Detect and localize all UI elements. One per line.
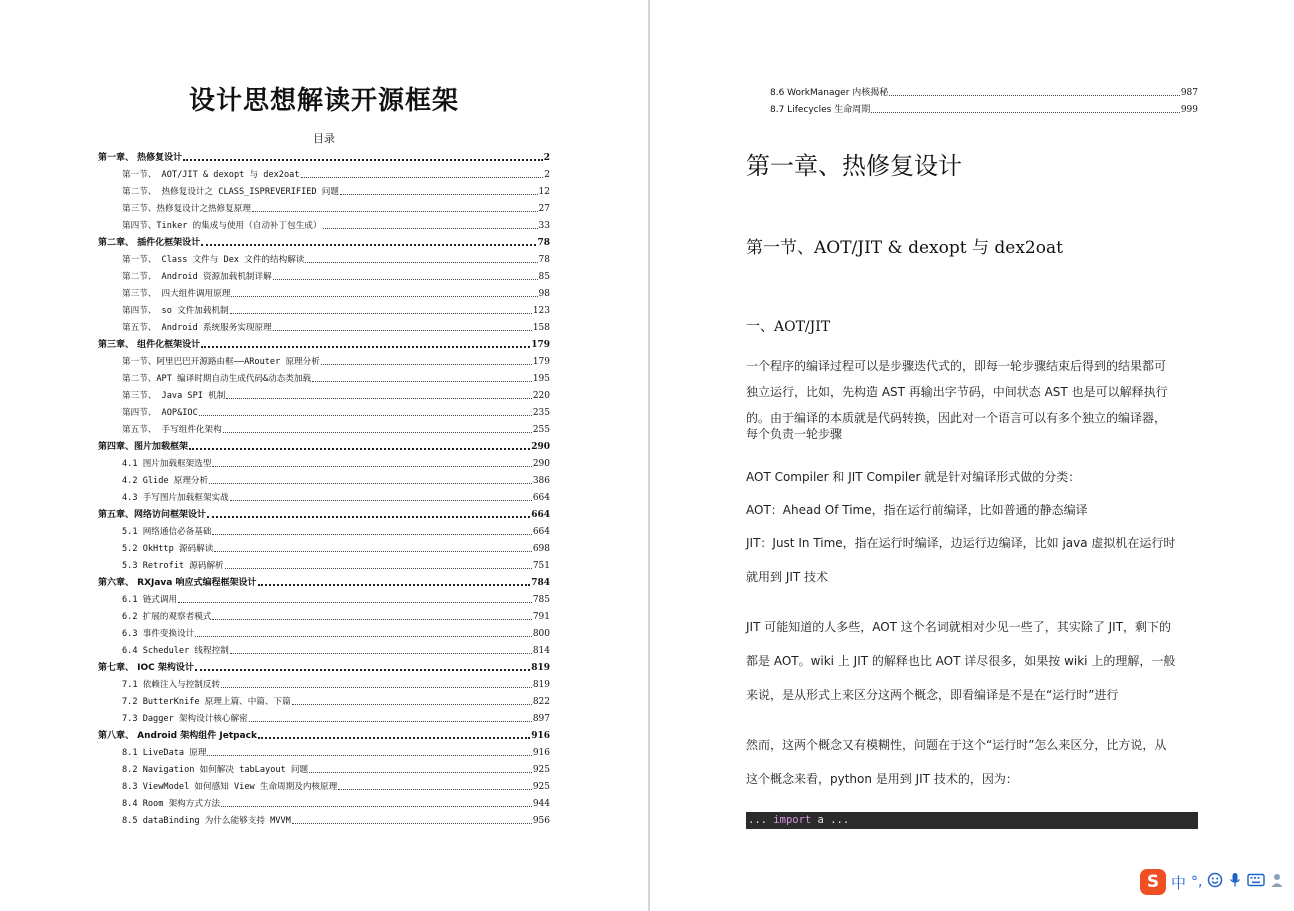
toc-entry-title: 第五节、 手写组件化架构 [122, 425, 222, 435]
toc-entry-page: 999 [1180, 105, 1198, 115]
toc-section-entry[interactable] [770, 99, 1198, 116]
toc-entry-page: 179 [532, 357, 550, 367]
toc-dot-leader [305, 262, 537, 263]
toc-section-entry[interactable] [98, 402, 550, 419]
toc-entry-page: 664 [532, 527, 550, 537]
toc-entry-page: 179 [531, 340, 550, 350]
ime-punctuation-toggle[interactable]: °, [1191, 874, 1203, 890]
toc-entry-title: 5.2 OkHttp 源码解读 [122, 544, 214, 554]
toc-entry-title: 7.1 依赖注入与控制反转 [122, 680, 221, 690]
paragraph-line: 这个概念来看，python 是用到 JIT 技术的，因为： [746, 772, 1018, 786]
subsection-title: 一、AOT/JIT [746, 319, 831, 335]
toc-dot-leader [195, 636, 532, 637]
toc-section-entry[interactable] [98, 691, 550, 708]
toc-section-entry[interactable] [98, 606, 550, 623]
toc-dot-leader [258, 584, 531, 586]
toc-dot-leader [207, 755, 531, 756]
toc-dot-leader [221, 806, 532, 807]
toc-section-entry[interactable] [98, 640, 550, 657]
toc-entry-title: 4.2 Glide 原理分析 [122, 476, 209, 486]
toc-entry-page: 290 [531, 442, 550, 452]
toc-entry-title: 6.1 链式调用 [122, 595, 178, 605]
toc-dot-leader [183, 159, 543, 161]
toc-entry-title: 8.1 LiveData 原理 [122, 748, 207, 758]
toc-entry-title: 7.3 Dagger 架构设计核心解密 [122, 714, 248, 724]
toc-entry-title: 8.6 WorkManager 内核揭秘 [770, 88, 889, 98]
toc-section-entry[interactable] [98, 317, 550, 334]
sogou-logo-icon[interactable]: S [1140, 869, 1166, 895]
toc-section-entry[interactable] [98, 249, 550, 266]
toc-entry-title: 6.2 扩展的观察者模式 [122, 612, 212, 622]
toc-dot-leader [212, 466, 531, 467]
paragraph-line: 的。由于编译的本质就是代码转换，因此对一个语言可以有多个独立的编译器， [746, 411, 1167, 425]
toc-entry-page: 386 [532, 476, 550, 486]
toc-entry-title: 5.1 网络通信必备基础 [122, 527, 212, 537]
toc-dot-leader [201, 244, 536, 246]
toc-dot-leader [223, 432, 532, 433]
toc-entry-page: 78 [537, 238, 550, 248]
paragraph-line: JIT 可能知道的人多些，AOT 这个名词就相对少见一些了，其实除了 JIT，剩下的 [746, 620, 1172, 634]
toc-section-entry[interactable] [98, 453, 550, 470]
toc-entry-page: 956 [532, 816, 550, 826]
paragraph-aot-jit-classify [746, 464, 1200, 490]
toc-dot-leader [207, 516, 530, 518]
toc-entry-title: 第六章、 RXJava 响应式编程框架设计 [98, 578, 257, 588]
ime-language-toggle[interactable]: 中 [1171, 873, 1187, 892]
toc-chapter-entry[interactable] [98, 504, 550, 521]
toc-entry-page: 235 [532, 408, 550, 418]
section-title: 第一节、AOT/JIT & dexopt 与 dex2oat [746, 238, 1063, 258]
toc-entry-page: 33 [538, 221, 550, 231]
toc-entry-title: 第五章、网络访问框架设计 [98, 510, 207, 520]
document-title: 设计思想解读开源框架 [188, 86, 459, 116]
toc-entry-title: 第七章、 IOC 架构设计 [98, 663, 194, 673]
toc-entry-page: 255 [532, 425, 550, 435]
toc-entry-title: 第四节、Tinker 的集成与使用（自动补丁包生成） [122, 221, 322, 231]
toc-dot-leader [209, 483, 532, 484]
paragraph-line: 一个程序的编译过程可以是步骤迭代式的，即每一轮步骤结束后得到的结果都可 [746, 359, 1167, 373]
toc-dot-leader [231, 296, 537, 297]
toc-entry-page: 785 [532, 595, 550, 605]
paragraph-jit-definition [746, 526, 1200, 594]
toc-entry-page: 819 [532, 680, 550, 690]
paragraph-jit-aot-compare [746, 610, 1200, 712]
toc-chapter-entry[interactable] [98, 572, 550, 589]
toc-dot-leader [199, 415, 532, 416]
table-of-contents [98, 147, 550, 827]
toc-entry-title: 第一章、 热修复设计 [98, 153, 183, 163]
toc-entry-title: 第二节、 Android 资源加载机制详解 [122, 272, 272, 282]
toc-dot-leader [230, 500, 532, 501]
code-block [746, 812, 1198, 829]
toc-dot-leader [225, 568, 532, 569]
paragraph-runtime-ambiguity [746, 728, 1200, 796]
toc-entry-title: 5.3 Retrofit 源码解析 [122, 561, 224, 571]
toc-entry-title: 6.3 事件变换设计 [122, 629, 195, 639]
toc-section-entry[interactable] [98, 487, 550, 504]
toc-dot-leader [338, 789, 532, 790]
toc-entry-title: 第三节、 Java SPI 机制 [122, 391, 226, 401]
toc-dot-leader [212, 619, 531, 620]
toc-dot-leader [321, 364, 532, 365]
code-text: a ... [811, 814, 850, 826]
toc-heading: 目录 [313, 132, 335, 145]
toc-entry-page: 290 [532, 459, 550, 469]
toc-section-entry[interactable] [98, 215, 550, 232]
code-text: ... [748, 814, 774, 826]
toc-entry-title: 第四章、图片加载框架 [98, 442, 189, 452]
toc-dot-leader [226, 398, 532, 399]
toc-entry-title: 8.3 ViewModel 如何感知 View 生命周期及内核原理 [122, 782, 338, 792]
ime-toolbar[interactable] [1140, 868, 1294, 896]
toc-entry-page: 800 [532, 629, 550, 639]
toc-entry-title: 第四节、 AOP&IOC [122, 408, 198, 418]
toc-entry-title: 第三节、 四大组件调用原理 [122, 289, 231, 299]
toc-entry-page: 2 [543, 153, 550, 163]
toc-entry-page: 822 [532, 697, 550, 707]
paragraph-line: AOT：Ahead Of Time，指在运行前编译，比如普通的静态编译 [746, 503, 1088, 517]
toc-chapter-entry[interactable] [98, 232, 550, 249]
toc-entry-page: 220 [532, 391, 550, 401]
table-of-contents-continued [770, 82, 1198, 116]
toc-entry-page: 897 [532, 714, 550, 724]
user-icon[interactable] [1270, 872, 1284, 892]
toc-section-entry[interactable] [98, 793, 550, 810]
toc-dot-leader [230, 313, 532, 314]
emoji-icon[interactable] [1207, 872, 1223, 892]
paragraph-line: AOT Compiler 和 JIT Compiler 就是针对编译形式做的分类： [746, 470, 1081, 484]
toc-section-entry[interactable] [98, 385, 550, 402]
toc-entry-title: 6.4 Scheduler 线程控制 [122, 646, 229, 656]
toc-dot-leader [889, 95, 1180, 96]
toc-section-entry[interactable] [98, 351, 550, 368]
toc-entry-page: 987 [1180, 88, 1198, 98]
toc-section-entry[interactable] [98, 198, 550, 215]
toc-chapter-entry[interactable] [98, 147, 550, 164]
toc-dot-leader [312, 381, 532, 382]
toc-entry-title: 第五节、 Android 系统服务实现原理 [122, 323, 272, 333]
toc-entry-page: 814 [532, 646, 550, 656]
toc-dot-leader [871, 112, 1180, 113]
toc-section-entry[interactable] [98, 742, 550, 759]
paragraph-line: JIT：Just In Time，指在运行时编译，边运行边编译，比如 java 虚拟机在运行时 [746, 536, 1176, 550]
toc-entry-page: 698 [532, 544, 550, 554]
toc-entry-title: 8.2 Navigation 如何解决 tabLayout 问题 [122, 765, 309, 775]
toc-section-entry[interactable] [98, 674, 550, 691]
toc-entry-page: 12 [538, 187, 550, 197]
paragraph-line: 都是 AOT。wiki 上 JIT 的解释也比 AOT 详尽很多，如果按 wiki 上的理解，一般 [746, 654, 1176, 668]
toc-entry-page: 158 [532, 323, 550, 333]
toc-section-entry[interactable] [98, 266, 550, 283]
toc-entry-page: 791 [532, 612, 550, 622]
toc-entry-title: 第一节、 AOT/JIT & dexopt 与 dex2oat [122, 170, 300, 180]
toc-entry-page: 751 [532, 561, 550, 571]
toc-dot-leader [214, 551, 532, 552]
toc-entry-page: 98 [538, 289, 550, 299]
toc-entry-title: 8.4 Room 架构方式方法 [122, 799, 221, 809]
toc-section-entry[interactable] [98, 164, 550, 181]
chapter-title: 第一章、热修复设计 [746, 152, 962, 180]
toc-section-entry[interactable] [98, 181, 550, 198]
toc-dot-leader [340, 194, 538, 195]
toc-dot-leader [301, 177, 544, 178]
toc-entry-page: 784 [531, 578, 550, 588]
toc-dot-leader [292, 823, 532, 824]
toc-entry-page: 78 [538, 255, 550, 265]
toc-dot-leader [249, 721, 532, 722]
toc-entry-page: 664 [532, 493, 550, 503]
toc-entry-title: 7.2 ButterKnife 原理上篇、中篇、下篇 [122, 697, 291, 707]
toc-entry-title: 第一节、 Class 文件与 Dex 文件的结构解读 [122, 255, 305, 265]
paragraph-compile-process-end [746, 426, 1200, 443]
toc-entry-title: 第二节、 热修复设计之 CLASS_ISPREVERIFIED 问题 [122, 187, 339, 197]
toc-entry-title: 第三节、热修复设计之热修复原理 [122, 204, 251, 214]
toc-section-entry[interactable] [98, 300, 550, 317]
toc-entry-title: 第四节、 so 文件加载机制 [122, 306, 229, 316]
paragraph-line: 然而，这两个概念又有模糊性，问题在于这个“运行时”怎么来区分，比方说，从 [746, 738, 1167, 752]
paragraph-line: 每个负责一轮步骤 [746, 427, 843, 441]
toc-dot-leader [178, 602, 532, 603]
toc-dot-leader [273, 330, 532, 331]
paragraph-line: 就用到 JIT 技术 [746, 570, 829, 584]
toc-section-entry[interactable] [98, 810, 550, 827]
toc-section-entry[interactable] [98, 521, 550, 538]
toc-chapter-entry[interactable] [98, 657, 550, 674]
toc-section-entry[interactable] [98, 470, 550, 487]
toc-entry-title: 8.5 dataBinding 为什么能够支持 MVVM [122, 816, 291, 826]
toc-dot-leader [309, 772, 532, 773]
toc-dot-leader [221, 687, 532, 688]
toc-section-entry[interactable] [98, 623, 550, 640]
toc-section-entry[interactable] [98, 419, 550, 436]
toc-entry-page: 27 [538, 204, 550, 214]
toc-dot-leader [195, 669, 530, 671]
paragraph-aot-definition [746, 497, 1200, 523]
paragraph-compile-process [746, 353, 1200, 431]
toc-entry-title: 第二章、 插件化框架设计 [98, 238, 201, 248]
toc-entry-page: 123 [532, 306, 550, 316]
toc-section-entry[interactable] [98, 368, 550, 385]
code-keyword: import [773, 814, 812, 826]
toc-section-entry[interactable] [98, 589, 550, 606]
toc-dot-leader [230, 653, 532, 654]
toc-entry-title: 4.1 图片加载框架选型 [122, 459, 212, 469]
toc-entry-title: 第一节、阿里巴巴开源路由框——ARouter 原理分析 [122, 357, 320, 367]
microphone-icon[interactable] [1228, 872, 1242, 892]
toc-section-entry[interactable] [98, 708, 550, 725]
toc-dot-leader [273, 279, 538, 280]
keyboard-icon[interactable] [1247, 873, 1265, 891]
toc-dot-leader [189, 448, 530, 450]
toc-section-entry[interactable] [98, 759, 550, 776]
toc-chapter-entry[interactable] [98, 334, 550, 351]
toc-entry-page: 944 [532, 799, 550, 809]
paragraph-line: 来说，是从形式上来区分这两个概念，即看编译是不是在“运行时”进行 [746, 688, 1119, 702]
toc-dot-leader [201, 346, 530, 348]
toc-chapter-entry[interactable] [98, 725, 550, 742]
toc-entry-title: 第三章、 组件化框架设计 [98, 340, 201, 350]
toc-dot-leader [258, 737, 530, 739]
toc-entry-page: 195 [532, 374, 550, 384]
toc-entry-page: 916 [532, 748, 550, 758]
toc-section-entry[interactable] [98, 283, 550, 300]
toc-entry-page: 2 [544, 170, 550, 180]
toc-entry-title: 第八章、 Android 架构组件 Jetpack [98, 731, 257, 741]
toc-entry-title: 4.3 手写图片加载框架实战 [122, 493, 229, 503]
toc-entry-page: 916 [531, 731, 550, 741]
toc-entry-title: 第二节、APT 编译时期自动生成代码&动态类加载 [122, 374, 312, 384]
toc-entry-page: 664 [531, 510, 550, 520]
toc-section-entry[interactable] [98, 555, 550, 572]
toc-dot-leader [212, 534, 531, 535]
toc-entry-page: 85 [538, 272, 550, 282]
toc-section-entry[interactable] [98, 776, 550, 793]
toc-section-entry[interactable] [98, 538, 550, 555]
toc-entry-page: 925 [532, 782, 550, 792]
toc-chapter-entry[interactable] [98, 436, 550, 453]
toc-section-entry[interactable] [770, 82, 1198, 99]
toc-dot-leader [323, 228, 538, 229]
toc-entry-title: 8.7 Lifecycles 生命周期 [770, 105, 871, 115]
paragraph-line: 独立运行，比如，先构造 AST 再输出字节码，中间状态 AST 也是可以解释执行 [746, 385, 1168, 399]
toc-entry-page: 925 [532, 765, 550, 775]
toc-dot-leader [292, 704, 532, 705]
toc-entry-page: 819 [531, 663, 550, 673]
toc-dot-leader [252, 211, 538, 212]
